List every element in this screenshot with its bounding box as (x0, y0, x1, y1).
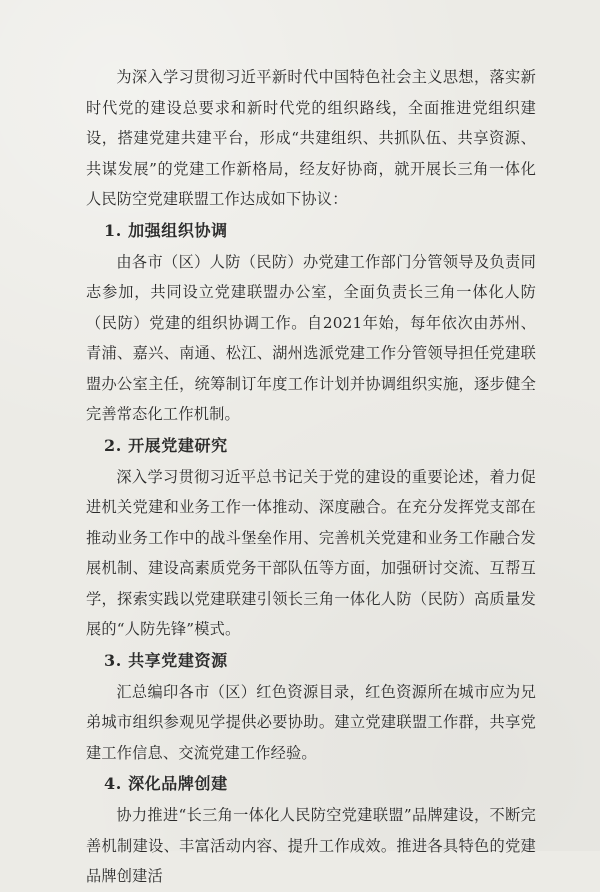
section-1 (86, 215, 536, 430)
section-4 (86, 768, 536, 892)
section-heading: 1. 加强组织协调 (104, 220, 228, 240)
section-body: 深入学习贯彻习近平总书记关于党的建设的重要论述，着力促进机关党建和业务工作一体推动、深度融合。在充分发挥党支部在推动业务工作中的战斗堡垒作用、完善机关党建和业务工作融合发展机制、建设高素质党务干部队伍等方面，加强研讨交流、互帮互学，探索实践以党建联建引领长三角一体化人防（民防）高质量发展的“人防先锋”模式。 (86, 467, 536, 638)
intro-paragraph: 为深入学习贯彻习近平新时代中国特色社会主义思想，落实新时代党的建设总要求和新时代党的组织路线，全面推进党组织建设，搭建党建共建平台，形成“共建组织、共抓队伍、共享资源、共谋发展”的党建工作新格局，经友好协商，就开展长三角一体化人民防空党建联盟工作达成如下协议： (86, 68, 536, 208)
section-body: 由各市（区）人防（民防）办党建工作部门分管领导及负责同志参加，共同设立党建联盟办公室，全面负责长三角一体化人防（民防）党建的组织协调工作。自2021年始，每年依次由苏州、青浦、嘉兴、南通、松江、湖州选派党建工作分管领导担任党建联盟办公室主任，统筹制订年度工作计划并协调组织实施，逐步健全完善常态化工作机制。 (86, 252, 536, 423)
section-body: 协力推进“长三角一体化人民防空党建联盟”品牌建设，不断完善机制建设、丰富活动内容、提升工作成效。推进各具特色的党建品牌创建活 (86, 806, 536, 885)
section-heading: 3. 共享党建资源 (104, 650, 228, 670)
section-3 (86, 645, 536, 769)
section-body: 汇总编印各市（区）红色资源目录，红色资源所在城市应为兄弟城市组织参观见学提供必要协助。建立党建联盟工作群，共享党建工作信息、交流党建工作经验。 (86, 682, 536, 762)
section-heading: 4. 深化品牌创建 (104, 774, 228, 793)
section-2 (86, 430, 536, 645)
section-heading: 2. 开展党建研究 (104, 435, 228, 455)
